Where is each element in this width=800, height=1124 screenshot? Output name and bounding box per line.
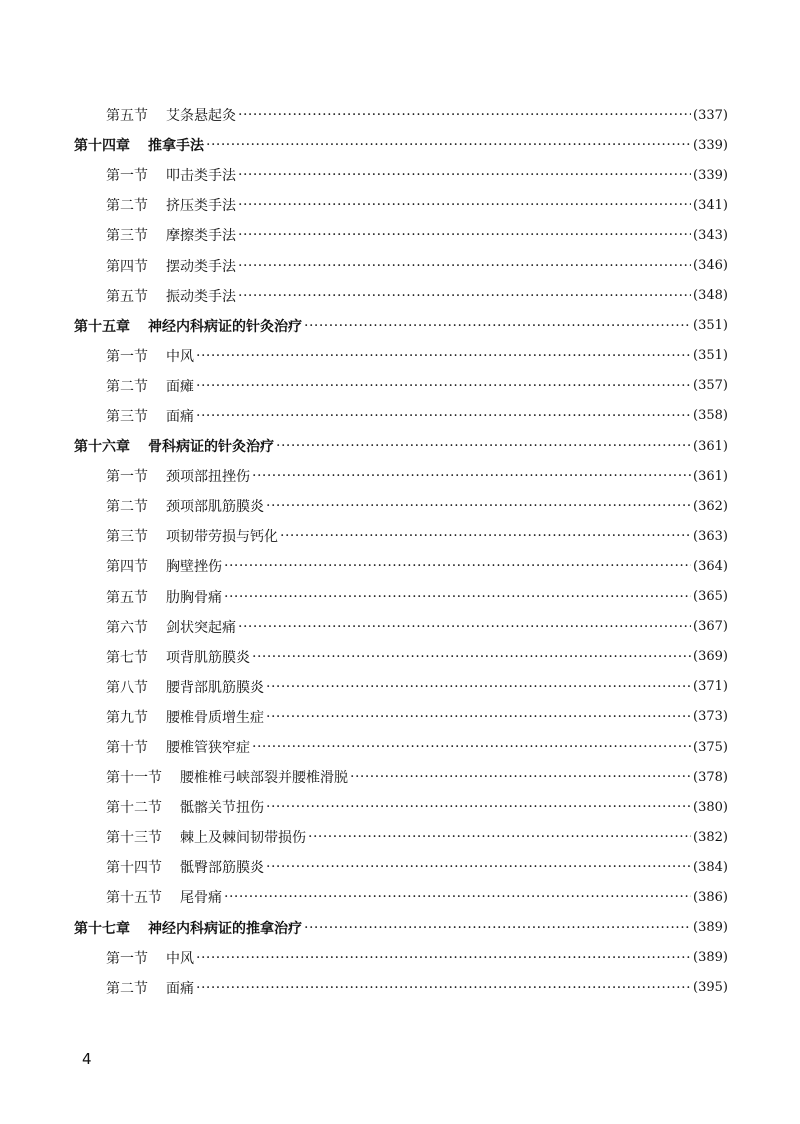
- toc-entry-page: (339): [693, 167, 728, 183]
- toc-entry-number: 第十五章: [74, 318, 130, 335]
- toc-entry-page: (363): [693, 528, 728, 544]
- toc-entry-page: (369): [693, 649, 728, 665]
- toc-entry-number: 第三节: [106, 228, 148, 245]
- toc-section-entry[interactable]: [74, 220, 728, 250]
- toc-entry-number: 第三节: [106, 529, 148, 546]
- toc-entry-number: 第二节: [106, 499, 148, 516]
- toc-section-entry[interactable]: [74, 642, 728, 672]
- toc-section-entry[interactable]: [74, 521, 728, 551]
- toc-entry-page: (378): [693, 769, 728, 785]
- toc-entry-title: 摩擦类手法: [166, 228, 236, 245]
- toc-entry-page: (361): [693, 438, 728, 454]
- dot-leader: [252, 739, 691, 755]
- dot-leader: [266, 859, 691, 875]
- toc-entry-number: 第四节: [106, 559, 148, 576]
- toc-entry-title: 尾骨痛: [180, 890, 222, 907]
- toc-entry-number: 第十七章: [74, 920, 130, 937]
- toc-section-entry[interactable]: [74, 732, 728, 762]
- toc-entry-title: 中风: [166, 348, 194, 365]
- toc-section-entry[interactable]: [74, 792, 728, 822]
- toc-entry-number: 第十六章: [74, 439, 130, 456]
- toc-entry-number: 第十四节: [106, 860, 162, 877]
- toc-entry-number: 第一节: [106, 469, 148, 486]
- dot-leader: [304, 318, 691, 334]
- toc-section-entry[interactable]: [74, 672, 728, 702]
- toc-entry-page: (357): [693, 378, 728, 394]
- toc-section-entry[interactable]: [74, 612, 728, 642]
- toc-entry-title: 腰椎管狭窄症: [166, 740, 250, 757]
- toc-entry-number: 第十一节: [106, 770, 162, 787]
- dot-leader: [308, 829, 691, 845]
- toc-entry-page: (382): [693, 829, 728, 845]
- toc-entry-title: 腰背部肌筋膜炎: [166, 679, 264, 696]
- dot-leader: [196, 950, 691, 966]
- toc-section-entry[interactable]: [74, 852, 728, 882]
- toc-entry-title: 振动类手法: [166, 288, 236, 305]
- toc-entry-number: 第六节: [106, 619, 148, 636]
- toc-chapter-entry[interactable]: [74, 431, 728, 461]
- toc-section-entry[interactable]: [74, 582, 728, 612]
- toc-section-entry[interactable]: [74, 281, 728, 311]
- toc-section-entry[interactable]: [74, 250, 728, 280]
- dot-leader: [196, 980, 691, 996]
- dot-leader: [350, 769, 691, 785]
- toc-entry-page: (337): [693, 107, 728, 123]
- dot-leader: [238, 258, 691, 274]
- toc-entry-title: 面瘫: [166, 378, 194, 395]
- toc-entry-title: 骨科病证的针灸治疗: [148, 439, 274, 456]
- toc-entry-page: (339): [693, 137, 728, 153]
- toc-entry-title: 腰椎椎弓峡部裂并腰椎滑脱: [180, 770, 348, 787]
- toc-entry-title: 面痛: [166, 408, 194, 425]
- toc-section-entry[interactable]: [74, 702, 728, 732]
- toc-entry-page: (346): [693, 258, 728, 274]
- toc-entry-title: 摆动类手法: [166, 258, 236, 275]
- toc-entry-page: (389): [693, 920, 728, 936]
- toc-entry-title: 推拿手法: [148, 138, 204, 155]
- toc-section-entry[interactable]: [74, 461, 728, 491]
- toc-entry-page: (362): [693, 498, 728, 514]
- toc-entry-title: 中风: [166, 950, 194, 967]
- dot-leader: [224, 558, 691, 574]
- toc-entry-title: 骶臀部筋膜炎: [180, 860, 264, 877]
- toc-entry-title: 挤压类手法: [166, 198, 236, 215]
- toc-section-entry[interactable]: [74, 371, 728, 401]
- toc-section-entry[interactable]: [74, 491, 728, 521]
- toc-entry-page: (371): [693, 679, 728, 695]
- toc-section-entry[interactable]: [74, 551, 728, 581]
- toc-entry-number: 第二节: [106, 980, 148, 997]
- dot-leader: [224, 589, 691, 605]
- toc-entry-page: (386): [693, 889, 728, 905]
- toc-section-entry[interactable]: [74, 943, 728, 973]
- toc-entry-title: 骶髂关节扭伤: [180, 800, 264, 817]
- toc-entry-title: 项韧带劳损与钙化: [166, 529, 278, 546]
- toc-entry-page: (358): [693, 408, 728, 424]
- page-number: 4: [82, 1050, 92, 1068]
- toc-entry-number: 第二节: [106, 378, 148, 395]
- toc-entry-title: 剑状突起痛: [166, 619, 236, 636]
- dot-leader: [266, 498, 691, 514]
- toc-entry-page: (384): [693, 859, 728, 875]
- toc-entry-number: 第二节: [106, 198, 148, 215]
- toc-entry-page: (351): [693, 348, 728, 364]
- toc-entry-number: 第一节: [106, 950, 148, 967]
- toc-entry-title: 腰椎骨质增生症: [166, 709, 264, 726]
- toc-chapter-entry[interactable]: [74, 311, 728, 341]
- toc-entry-number: 第十三节: [106, 830, 162, 847]
- toc-entry-page: (341): [693, 197, 728, 213]
- toc-entry-number: 第四节: [106, 258, 148, 275]
- dot-leader: [196, 348, 691, 364]
- toc-entry-number: 第十四章: [74, 138, 130, 155]
- toc-entry-number: 第五节: [106, 589, 148, 606]
- toc-section-entry[interactable]: [74, 100, 728, 130]
- toc-entry-title: 叩击类手法: [166, 168, 236, 185]
- toc-entry-page: (380): [693, 799, 728, 815]
- toc-section-entry[interactable]: [74, 401, 728, 431]
- dot-leader: [238, 167, 691, 183]
- toc-entry-title: 艾条悬起灸: [166, 108, 236, 125]
- toc-entry-page: (343): [693, 227, 728, 243]
- toc-chapter-entry[interactable]: [74, 130, 728, 160]
- toc-entry-title: 胸壁挫伤: [166, 559, 222, 576]
- toc-entry-number: 第五节: [106, 108, 148, 125]
- toc-entry-number: 第三节: [106, 408, 148, 425]
- toc-entry-page: (365): [693, 589, 728, 605]
- dot-leader: [196, 378, 691, 394]
- dot-leader: [238, 619, 691, 635]
- table-of-contents: [74, 100, 728, 1003]
- toc-section-entry[interactable]: [74, 973, 728, 1003]
- toc-entry-number: 第一节: [106, 168, 148, 185]
- dot-leader: [206, 137, 691, 153]
- dot-leader: [266, 799, 691, 815]
- dot-leader: [238, 107, 691, 123]
- toc-entry-page: (351): [693, 318, 728, 334]
- toc-entry-title: 项背肌筋膜炎: [166, 649, 250, 666]
- toc-section-entry[interactable]: [74, 341, 728, 371]
- toc-entry-page: (395): [693, 980, 728, 996]
- dot-leader: [252, 468, 691, 484]
- toc-entry-page: (375): [693, 739, 728, 755]
- dot-leader: [252, 649, 691, 665]
- dot-leader: [304, 920, 691, 936]
- dot-leader: [238, 197, 691, 213]
- toc-entry-page: (348): [693, 288, 728, 304]
- toc-entry-number: 第五节: [106, 288, 148, 305]
- toc-entry-title: 神经内科病证的推拿治疗: [148, 920, 302, 937]
- toc-entry-title: 棘上及棘间韧带损伤: [180, 830, 306, 847]
- dot-leader: [224, 889, 691, 905]
- toc-entry-title: 面痛: [166, 980, 194, 997]
- toc-entry-number: 第十五节: [106, 890, 162, 907]
- toc-entry-page: (389): [693, 950, 728, 966]
- toc-section-entry[interactable]: [74, 160, 728, 190]
- dot-leader: [266, 679, 691, 695]
- toc-entry-title: 神经内科病证的针灸治疗: [148, 318, 302, 335]
- toc-section-entry[interactable]: [74, 762, 728, 792]
- dot-leader: [238, 288, 691, 304]
- toc-entry-page: (373): [693, 709, 728, 725]
- toc-entry-number: 第七节: [106, 649, 148, 666]
- dot-leader: [238, 227, 691, 243]
- toc-entry-page: (367): [693, 619, 728, 635]
- toc-section-entry[interactable]: [74, 190, 728, 220]
- toc-entry-number: 第十节: [106, 740, 148, 757]
- toc-entry-title: 颈项部扭挫伤: [166, 469, 250, 486]
- toc-entry-number: 第十二节: [106, 800, 162, 817]
- toc-entry-number: 第一节: [106, 348, 148, 365]
- toc-entry-title: 颈项部肌筋膜炎: [166, 499, 264, 516]
- toc-entry-number: 第八节: [106, 679, 148, 696]
- toc-entry-page: (361): [693, 468, 728, 484]
- toc-chapter-entry[interactable]: [74, 913, 728, 943]
- dot-leader: [276, 438, 691, 454]
- toc-entry-page: (364): [693, 558, 728, 574]
- dot-leader: [266, 709, 691, 725]
- dot-leader: [196, 408, 691, 424]
- toc-section-entry[interactable]: [74, 882, 728, 912]
- toc-section-entry[interactable]: [74, 822, 728, 852]
- toc-entry-number: 第九节: [106, 709, 148, 726]
- dot-leader: [280, 528, 691, 544]
- toc-entry-title: 肋胸骨痛: [166, 589, 222, 606]
